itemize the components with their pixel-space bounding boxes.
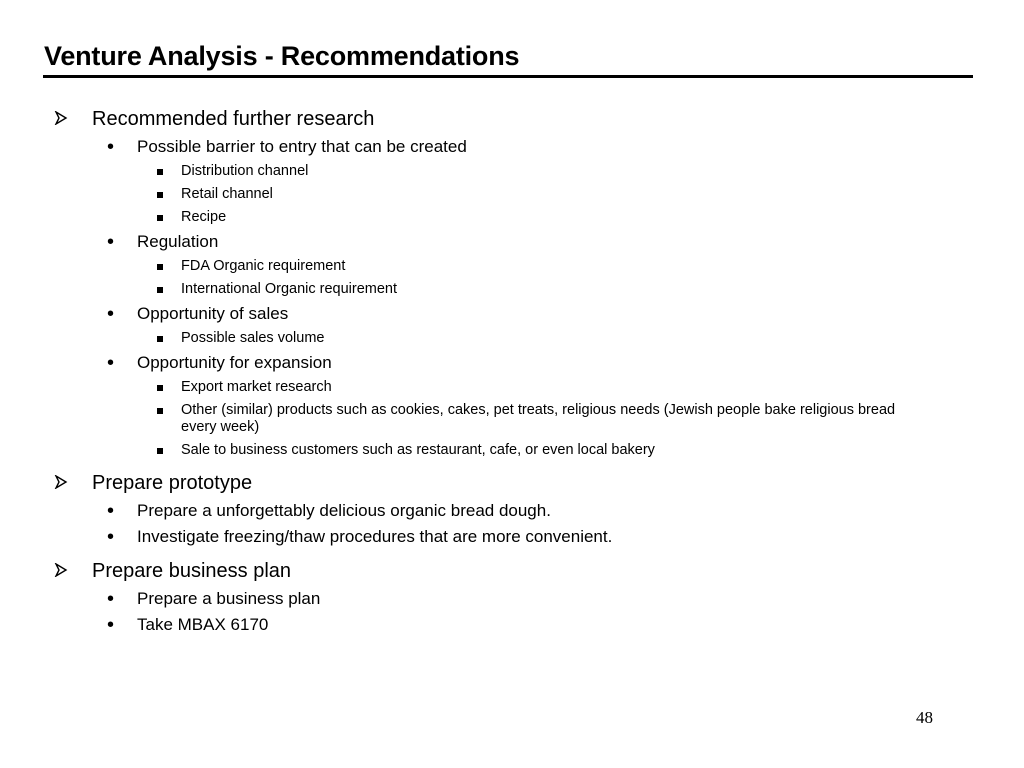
section-item <box>92 107 1024 131</box>
bullet-item <box>107 500 1024 522</box>
bullet-label: Prepare a unforgettably delicious organic bread dough. <box>137 501 551 520</box>
bullet-item <box>107 231 1024 253</box>
bullet-label: Opportunity of sales <box>137 304 289 323</box>
sub-bullet-item <box>181 258 921 275</box>
sub-bullet-item <box>181 186 921 203</box>
arrow-bullet-icon <box>54 475 68 489</box>
square-bullet-icon <box>157 287 163 293</box>
square-bullet-icon <box>157 408 163 414</box>
page-number: 48 <box>916 708 933 727</box>
dot-bullet-icon: • <box>107 136 115 158</box>
dot-bullet-icon: • <box>107 303 115 325</box>
sub-bullet-item <box>181 281 921 298</box>
arrow-bullet-icon <box>54 111 68 125</box>
slide-title: Venture Analysis - Recommendations <box>44 41 520 71</box>
section-item <box>92 559 1024 583</box>
sub-bullet-label: Export market research <box>181 379 332 395</box>
arrow-bullet-icon <box>54 563 68 577</box>
dot-bullet-icon: • <box>107 526 115 548</box>
square-bullet-icon <box>157 215 163 221</box>
dot-bullet-icon: • <box>107 231 115 253</box>
sub-bullet-label: Retail channel <box>181 186 273 202</box>
dot-bullet-icon: • <box>107 614 115 636</box>
square-bullet-icon <box>157 385 163 391</box>
dot-bullet-icon: • <box>107 588 115 610</box>
bullet-label: Investigate freezing/thaw procedures that are more convenient. <box>137 527 613 546</box>
bullet-item <box>107 588 1024 610</box>
bullet-label: Prepare a business plan <box>137 589 321 608</box>
sub-bullet-item <box>181 402 921 436</box>
sub-bullet-label: FDA Organic requirement <box>181 258 346 274</box>
dot-bullet-icon: • <box>107 500 115 522</box>
sub-bullet-label: Recipe <box>181 209 227 225</box>
bullet-label: Possible barrier to entry that can be created <box>137 137 467 156</box>
section-label: Prepare prototype <box>92 472 253 494</box>
sub-bullet-item <box>181 379 921 396</box>
sub-bullet-label: Other (similar) products such as cookies, cakes, pet treats, religious needs (Jewish people bake religious bread every week) <box>181 402 896 435</box>
bullet-item <box>107 352 1024 374</box>
bullet-label: Take MBAX 6170 <box>137 615 269 634</box>
square-bullet-icon <box>157 448 163 454</box>
sub-bullet-item <box>181 442 921 459</box>
sub-bullet-label: International Organic requirement <box>181 281 398 297</box>
bullet-label: Opportunity for expansion <box>137 353 332 372</box>
sub-bullet-label: Sale to business customers such as restaurant, cafe, or even local bakery <box>181 442 655 458</box>
bullet-item <box>107 614 1024 636</box>
bullet-item <box>107 526 1024 548</box>
sub-bullet-label: Possible sales volume <box>181 330 325 346</box>
sub-bullet-label: Distribution channel <box>181 163 309 179</box>
sub-bullet-item <box>181 330 921 347</box>
title-underline <box>43 75 973 78</box>
slide-content <box>0 104 1024 635</box>
square-bullet-icon <box>157 169 163 175</box>
section-label: Recommended further research <box>92 108 375 130</box>
square-bullet-icon <box>157 264 163 270</box>
section-label: Prepare business plan <box>92 560 292 582</box>
dot-bullet-icon: • <box>107 352 115 374</box>
bullet-label: Regulation <box>137 232 219 251</box>
sub-bullet-item <box>181 209 921 226</box>
sub-bullet-item <box>181 163 921 180</box>
section-item <box>92 471 1024 495</box>
square-bullet-icon <box>157 336 163 342</box>
square-bullet-icon <box>157 192 163 198</box>
bullet-item <box>107 303 1024 325</box>
bullet-item <box>107 136 1024 158</box>
